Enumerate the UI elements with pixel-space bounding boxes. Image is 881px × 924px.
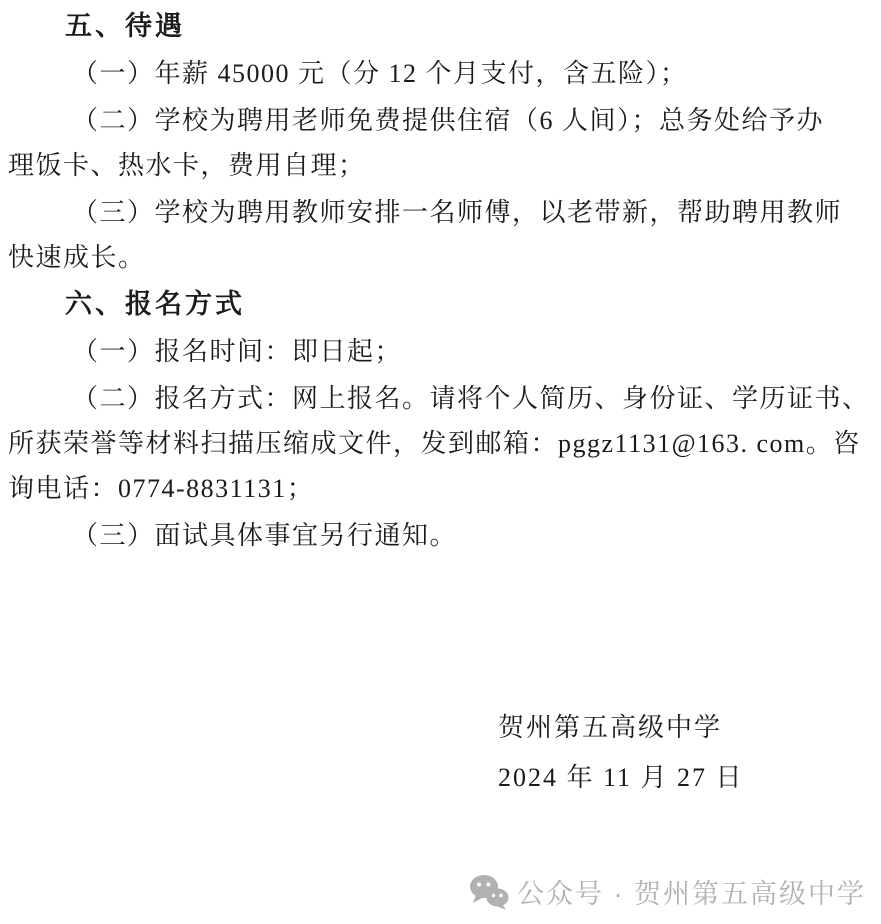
signature-organization: 贺州第五高级中学 [498, 713, 723, 742]
signature-block [8, 705, 872, 800]
wechat-account-label: 公众号 · 贺州第五高级中学 [517, 879, 866, 909]
section-benefits [8, 4, 872, 280]
signature-date: 2024 年 11 月 27 日 [498, 763, 744, 792]
line-housing-1: （二）学校为聘用老师免费提供住宿（6 人间）；总务处给予办 [72, 106, 825, 135]
wechat-icon [469, 874, 509, 910]
benefits-item-housing [8, 98, 872, 188]
line-mentor-1: （三）学校为聘用教师安排一名师傅，以老带新，帮助聘用教师 [72, 198, 843, 227]
recruitment-notice-body [8, 2, 872, 800]
section-registration-heading: 六、报名方式 [65, 289, 245, 319]
wechat-watermark [469, 872, 866, 911]
line-housing-2: 理饭卡、热水卡，费用自理； [8, 151, 366, 180]
section-benefits-heading: 五、待遇 [65, 11, 185, 41]
line-registration-method-2-email: 所获荣誉等材料扫描压缩成文件，发到邮箱：pggz1131@163. com。咨 [8, 429, 861, 458]
registration-item-method [8, 376, 872, 511]
registration-item-interview [8, 513, 872, 558]
line-registration-method-3-phone: 询电话：0774-8831131； [8, 474, 315, 503]
line-registration-method-1: （二）报名方式：网上报名。请将个人简历、身份证、学历证书、 [72, 384, 870, 413]
line-salary: （一）年薪 45000 元（分 12 个月支付，含五险）； [72, 59, 688, 88]
section-registration [8, 282, 872, 558]
benefits-item-salary [8, 51, 872, 96]
line-mentor-2: 快速成长。 [8, 243, 146, 272]
registration-item-time [8, 329, 872, 374]
benefits-item-mentor [8, 190, 872, 280]
line-registration-time: （一）报名时间：即日起； [72, 337, 403, 366]
line-interview-notice: （三）面试具体事宜另行通知。 [72, 521, 458, 550]
